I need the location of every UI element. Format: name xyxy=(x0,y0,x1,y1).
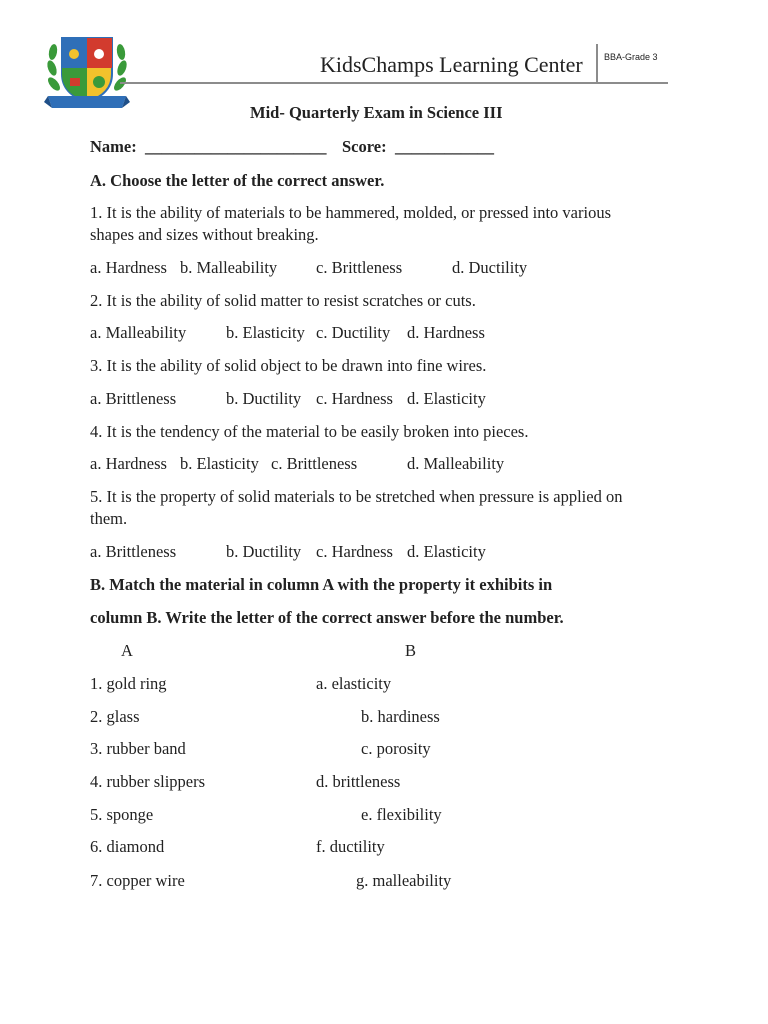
question-3-text: 3. It is the ability of solid object to be drawn into fine wires. xyxy=(90,356,487,375)
column-b-item-f: f. ductility xyxy=(316,837,385,856)
question-3-choice-b: b. Ductility xyxy=(226,389,302,408)
question-3-choice-c: c. Hardness xyxy=(316,389,393,408)
column-b-item-e: e. flexibility xyxy=(361,805,442,824)
question-3-choice-a: a. Brittleness xyxy=(90,389,177,408)
question-5-choice-b: b. Ductility xyxy=(226,542,302,561)
question-1-choice-c: c. Brittleness xyxy=(316,258,403,277)
question-2-choice-b: b. Elasticity xyxy=(226,323,305,342)
header-divider xyxy=(120,82,668,84)
question-4-choice-b: b. Elasticity xyxy=(180,454,259,473)
learning-center-name: KidsChamps Learning Center xyxy=(320,52,583,77)
column-a-item-6: 6. diamond xyxy=(90,837,165,856)
column-b-item-g: g. malleability xyxy=(356,871,452,890)
score-blank[interactable]: ____________ xyxy=(395,137,494,156)
column-a-item-5: 5. sponge xyxy=(90,805,154,824)
column-b-item-c: c. porosity xyxy=(361,739,431,758)
question-2-choice-d: d. Hardness xyxy=(407,323,485,342)
column-a-label: A xyxy=(121,641,133,660)
question-2-text: 2. It is the ability of solid matter to resist scratches or cuts. xyxy=(90,291,476,310)
school-crest-logo-icon xyxy=(44,28,130,118)
question-2-choice-a: a. Malleability xyxy=(90,323,187,342)
question-4-text: 4. It is the tendency of the material to be easily broken into pieces. xyxy=(90,422,529,441)
question-2-choice-c: c. Ductility xyxy=(316,323,391,342)
column-b-item-b: b. hardiness xyxy=(361,707,440,726)
question-1-text: 1. It is the ability of materials to be hammered, molded, or pressed into various xyxy=(90,203,611,222)
column-b-label: B xyxy=(405,641,417,660)
column-a-item-7: 7. copper wire xyxy=(90,871,185,890)
column-b-item-d: d. brittleness xyxy=(316,772,401,791)
column-a-item-4: 4. rubber slippers xyxy=(90,772,206,791)
header-vertical-divider xyxy=(596,44,598,82)
question-1-choice-a: a. Hardness xyxy=(90,258,167,277)
column-a-item-1: 1. gold ring xyxy=(90,674,167,693)
score-label: Score: xyxy=(342,137,387,156)
part-a-heading: A. Choose the letter of the correct answer. xyxy=(90,171,385,190)
grade-tag: BBA-Grade 3 xyxy=(604,52,658,62)
exam-title: Mid- Quarterly Exam in Science III xyxy=(250,103,503,122)
name-blank[interactable]: ______________________ xyxy=(145,137,327,156)
question-5-choice-a: a. Brittleness xyxy=(90,542,177,561)
part-b-heading: B. Match the material in column A with the property it exhibits in xyxy=(90,575,553,594)
part-b-heading-cont: column B. Write the letter of the correct answer before the number. xyxy=(90,608,564,627)
question-4-choice-d: d. Malleability xyxy=(407,454,505,473)
question-5-choice-d: d. Elasticity xyxy=(407,542,486,561)
column-a-item-2: 2. glass xyxy=(90,707,140,726)
column-a-item-3: 3. rubber band xyxy=(90,739,186,758)
question-1-text-cont: shapes and sizes without breaking. xyxy=(90,225,319,244)
question-1-choice-d: d. Ductility xyxy=(452,258,528,277)
question-5-text-cont: them. xyxy=(90,509,128,528)
question-5-text: 5. It is the property of solid materials to be stretched when pressure is applied on xyxy=(90,487,623,506)
question-4-choice-c: c. Brittleness xyxy=(271,454,358,473)
question-1-choice-b: b. Malleability xyxy=(180,258,278,277)
question-4-choice-a: a. Hardness xyxy=(90,454,167,473)
name-label: Name: xyxy=(90,137,137,156)
question-3-choice-d: d. Elasticity xyxy=(407,389,486,408)
question-5-choice-c: c. Hardness xyxy=(316,542,393,561)
column-b-item-a: a. elasticity xyxy=(316,674,392,693)
